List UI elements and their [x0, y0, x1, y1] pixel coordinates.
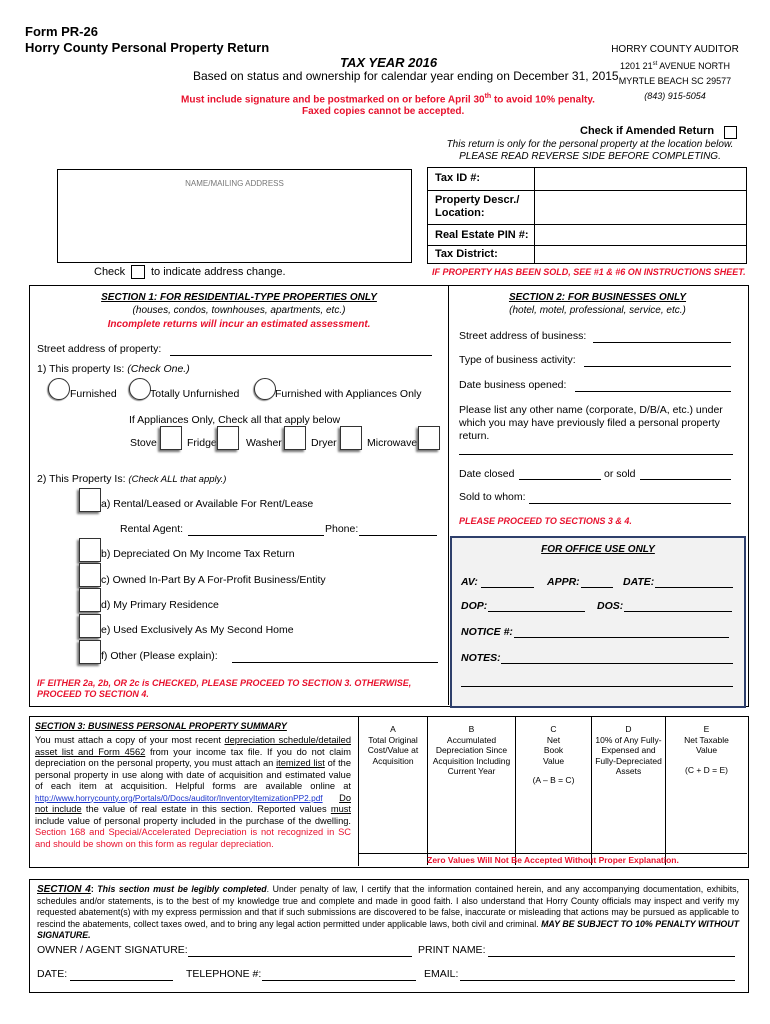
tax-year: TAX YEAR 2016 — [340, 55, 438, 70]
section4-certification: SECTION 4: This section must be legibly completed. Under penalty of law, I certify that the information contained herein, and any accompanying documentation, exhibits, schedules and/or statements, is to the best of my knowledge true and complete and made in good faith. I also understand that Horry County officials may inspect and verify my requested abatement(s) with my express permission and that if such submissions are discovered to be false, inaccurate or misleading that actions may be pursued as applicable to rescind the abatements, collect taxes owed, and to bring any legal action permitted under applicable laws, both civil and criminal. MAY BE SUBJECT TO 10% PENALTY WITHOUT SIGNATURE. — [37, 884, 739, 940]
office-notes-field[interactable] — [501, 663, 733, 664]
owned-in-part-label: c) Owned In-Part By A For-Profit Business/Entity — [101, 574, 326, 586]
property-street-label: Street address of property: — [37, 343, 162, 355]
unfurnished-radio[interactable] — [129, 378, 151, 400]
date-closed-field[interactable] — [519, 479, 601, 480]
mailing-address-box[interactable] — [57, 169, 412, 263]
washer-label: Washer — [246, 437, 282, 449]
office-appr-label: APPR: — [547, 576, 580, 588]
auditor-phone: (843) 915-5054 — [644, 91, 706, 101]
rental-label: a) Rental/Leased or Available For Rent/Lease — [101, 498, 314, 510]
property-street-field[interactable] — [170, 355, 432, 356]
office-notes-label: NOTES: — [461, 652, 501, 664]
business-street-label: Street address of business: — [459, 330, 587, 342]
email-label: EMAIL: — [424, 968, 459, 980]
date-closed-label: Date closed — [459, 468, 515, 480]
office-dos-field[interactable] — [624, 611, 732, 612]
stove-label: Stove — [130, 437, 157, 449]
appliances-note: If Appliances Only, Check all that apply below — [129, 414, 341, 426]
telephone-field[interactable] — [262, 980, 416, 981]
rental-agent-field[interactable] — [188, 535, 324, 536]
signature-label: OWNER / AGENT SIGNATURE: — [37, 944, 188, 956]
business-opened-field[interactable] — [575, 391, 731, 392]
appliances-only-label: Furnished with Appliances Only — [275, 388, 422, 400]
office-notice-label: NOTICE #: — [461, 626, 513, 638]
furnished-label: Furnished — [70, 388, 117, 400]
office-av-label: AV: — [461, 576, 478, 588]
pin-field[interactable] — [535, 225, 745, 244]
tax-district-label: Tax District: — [435, 248, 498, 260]
form-title: Horry County Personal Property Return — [25, 40, 270, 55]
telephone-label: TELEPHONE #: — [186, 968, 262, 980]
auditor-name: HORRY COUNTY AUDITOR — [611, 44, 739, 55]
print-name-label: PRINT NAME: — [418, 944, 486, 956]
unfurnished-label: Totally Unfurnished — [150, 388, 240, 400]
primary-residence-checkbox[interactable] — [79, 588, 101, 612]
sold-to-field[interactable] — [529, 503, 731, 504]
section1-proceed-notice: IF EITHER 2a, 2b, OR 2c is CHECKED, PLEASE PROCEED TO SECTION 3. OTHERWISE, PROCEED TO SECTION 4. — [37, 678, 412, 699]
rental-agent-label: Rental Agent: — [120, 523, 184, 535]
office-use-box — [450, 536, 746, 708]
section1-title: SECTION 1: FOR RESIDENTIAL-TYPE PROPERTIES ONLY — [101, 292, 377, 303]
pin-label: Real Estate PIN #: — [435, 229, 529, 241]
section3-title: SECTION 3: BUSINESS PERSONAL PROPERTY SUMMARY — [35, 721, 287, 731]
column-e: E Net Taxable Value (C + D = E) — [684, 724, 729, 775]
sold-notice: IF PROPERTY HAS BEEN SOLD, SEE #1 & #6 ON INSTRUCTIONS SHEET. — [432, 267, 746, 277]
dryer-checkbox[interactable] — [340, 426, 362, 450]
primary-residence-label: d) My Primary Residence — [101, 599, 219, 611]
tax-district-field[interactable] — [535, 246, 745, 262]
stove-checkbox[interactable] — [160, 426, 182, 450]
office-use-title: FOR OFFICE USE ONLY — [541, 544, 655, 555]
office-appr-field[interactable] — [581, 587, 613, 588]
column-c: C Net Book Value (A – B = C) — [532, 724, 575, 785]
value-b-field[interactable] — [428, 800, 515, 852]
rental-phone-field[interactable] — [359, 535, 437, 536]
office-dop-label: DOP: — [461, 600, 488, 612]
q2-label: 2) This Property Is: (Check ALL that apply.) — [37, 473, 227, 485]
appliances-only-radio[interactable] — [254, 378, 276, 400]
other-names-label: Please list any other name (corporate, D/B/A, etc.) under which you may have previously filed a personal property return. — [459, 404, 723, 442]
microwave-checkbox[interactable] — [418, 426, 440, 450]
address-change-label: to indicate address change. — [151, 266, 286, 278]
fridge-checkbox[interactable] — [217, 426, 239, 450]
property-descr-field[interactable] — [535, 191, 745, 223]
address-change-checkbox[interactable] — [131, 265, 145, 279]
amended-note-1: This return is only for the personal property at the location below. — [446, 139, 734, 150]
date-label: DATE: — [37, 968, 68, 980]
value-c-field[interactable] — [516, 800, 591, 852]
value-a-field[interactable] — [359, 800, 427, 852]
office-dos-label: DOS: — [597, 600, 624, 612]
business-street-field[interactable] — [593, 342, 731, 343]
value-d-field[interactable] — [592, 800, 665, 852]
sold-to-label: Sold to whom: — [459, 491, 526, 503]
other-explain-field[interactable] — [232, 662, 438, 663]
print-name-field[interactable] — [488, 956, 735, 957]
deadline-notice: Must include signature and be postmarked on or before April 30th to avoid 10% penalty. — [181, 93, 595, 106]
amended-checkbox[interactable] — [724, 126, 737, 139]
section3-instructions: You must attach a copy of your most recent depreciation schedule/detailed asset list and Form 4562 from your income tax file. If you do not claim depreciation on the personal property, you must attach an itemized list of the personal property in use along with date of acquisition and estimated value of each item at acquisition. Helpful forms are available online at http://www.horrycounty.org/Portals/0/Docs/auditor/InventoryItemizationPP2.pdf Do not include the value of real estate in this section. Reported values must include value of personal property included in the purchase of the dwelling. Section 168 and Special/Accelerated Depreciation is not recognized in SC and should be shown on this form as regular depreciation. — [35, 735, 351, 849]
owned-in-part-checkbox[interactable] — [79, 563, 101, 587]
column-a: A Total Original Cost/Value at Acquisition — [367, 724, 419, 766]
column-b: B Accumulated Depreciation Since Acquisition Including Current Year — [432, 724, 511, 776]
property-id-table — [427, 167, 747, 264]
section1-warning: Incomplete returns will incur an estimated assessment. — [107, 319, 371, 330]
auditor-street: 1201 21st AVENUE NORTH — [620, 61, 730, 71]
section2-title: SECTION 2: FOR BUSINESSES ONLY — [508, 292, 687, 303]
business-type-field[interactable] — [584, 366, 731, 367]
date-sold-field[interactable] — [640, 479, 731, 480]
property-descr-label: Property Descr./ Location: — [435, 194, 520, 219]
value-e-field[interactable] — [666, 800, 746, 852]
section1-subtitle: (houses, condos, townhouses, apartments, etc.) — [132, 305, 346, 316]
microwave-label: Microwave — [367, 437, 418, 449]
signature-field[interactable] — [188, 956, 412, 957]
basis-text: Based on status and ownership for calendar year ending on December 31, 2015 — [193, 69, 619, 83]
zero-values-notice: Zero Values Will Not Be Accepted Without Proper Explanation. — [427, 855, 679, 865]
washer-checkbox[interactable] — [284, 426, 306, 450]
section2-proceed-notice: PLEASE PROCEED TO SECTIONS 3 & 4. — [459, 516, 632, 526]
form-number: Form PR-26 — [25, 24, 98, 39]
sold-label: or sold — [604, 468, 636, 480]
office-notice-field[interactable] — [514, 637, 729, 638]
itemization-link[interactable]: http://www.horrycounty.org/Portals/0/Docs/auditor/InventoryItemizationPP2.pdf — [35, 792, 323, 803]
depreciated-checkbox[interactable] — [79, 538, 101, 562]
q1-label: 1) This property Is: (Check One.) — [37, 363, 190, 375]
address-check-label: Check — [94, 266, 126, 278]
tax-id-label: Tax ID #: — [435, 172, 481, 184]
office-date-field[interactable] — [655, 587, 733, 588]
column-d: D 10% of Any Fully-Expensed and Fully-Depreciated Assets — [595, 724, 662, 776]
depreciated-label: b) Depreciated On My Income Tax Return — [101, 548, 295, 560]
dryer-label: Dryer — [311, 437, 337, 449]
auditor-address — [600, 42, 750, 104]
tax-id-field[interactable] — [535, 169, 745, 189]
other-checkbox[interactable] — [79, 640, 101, 664]
business-type-label: Type of business activity: — [459, 354, 576, 366]
other-label: f) Other (Please explain): — [101, 650, 218, 662]
section2-subtitle: (hotel, motel, professional, service, etc.) — [509, 305, 686, 316]
office-date-label: DATE: — [623, 576, 655, 588]
email-field[interactable] — [460, 980, 735, 981]
office-notes-field-2[interactable] — [461, 686, 733, 687]
rental-checkbox[interactable] — [79, 488, 101, 512]
second-home-label: e) Used Exclusively As My Second Home — [101, 624, 294, 636]
second-home-checkbox[interactable] — [79, 614, 101, 638]
fridge-label: Fridge — [187, 437, 217, 449]
other-names-field[interactable] — [459, 454, 733, 455]
date-field[interactable] — [70, 980, 173, 981]
office-av-field[interactable] — [481, 587, 534, 588]
auditor-city: MYRTLE BEACH SC 29577 — [618, 76, 732, 86]
office-dop-field[interactable] — [488, 611, 585, 612]
rental-phone-label: Phone: — [325, 523, 359, 535]
amended-note-2: PLEASE READ REVERSE SIDE BEFORE COMPLETING. — [459, 151, 721, 162]
furnished-radio[interactable] — [48, 378, 70, 400]
address-placeholder: NAME/MAILING ADDRESS — [185, 179, 284, 188]
amended-label: Check if Amended Return — [580, 125, 715, 137]
business-opened-label: Date business opened: — [459, 379, 567, 391]
fax-notice: Faxed copies cannot be accepted. — [302, 106, 465, 117]
